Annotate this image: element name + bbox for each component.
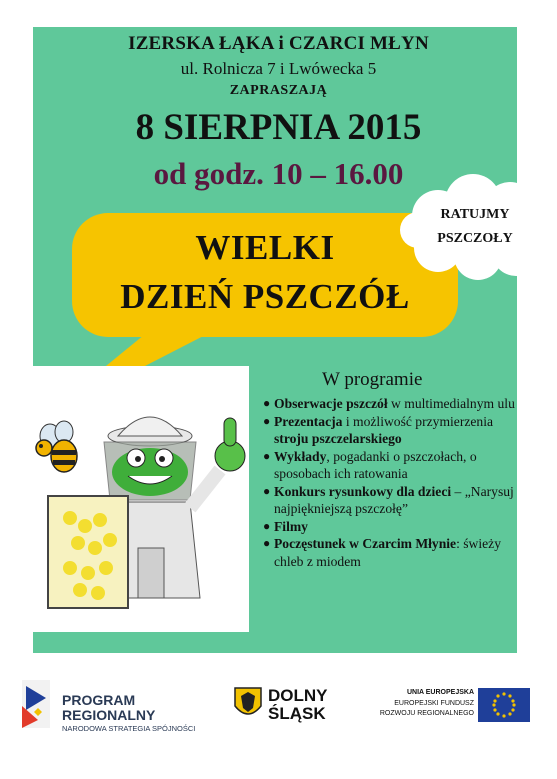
bullet-icon: ● — [263, 448, 271, 463]
list-item: ● Poczęstunek w Czarcim Młynie: świeży chleb z miodem — [263, 536, 502, 569]
frog-beekeeper-icon — [40, 398, 260, 628]
list-item: ● Wykłady, pogadanki o pszczołach, o sposobach ich ratowania — [263, 448, 477, 481]
list-item: ● Filmy — [263, 518, 308, 534]
list-item: ● Prezentacja i możliwość przymierzenia stroju pszczelarskiego — [263, 413, 494, 446]
program-regionalny-logo — [16, 676, 56, 732]
program-heading: W programie — [322, 369, 423, 390]
cloud-line-2: PSZCZOŁY — [437, 231, 513, 246]
program-list — [263, 395, 518, 570]
program-regionalny-line-3: NARODOWA STRATEGIA SPÓJNOŚCI — [62, 724, 196, 733]
dolny-slask-line-1: DOLNY — [268, 686, 328, 705]
list-item: ● Obserwacje pszczół w multimedialnym ulu — [263, 396, 515, 411]
title-line-1: WIELKI — [195, 228, 335, 267]
title-line-2: DZIEŃ PSZCZÓŁ — [120, 277, 410, 316]
bullet-icon: ● — [263, 518, 271, 533]
dolny-slask-eagle-logo — [233, 686, 263, 722]
organizers: IZERSKA ŁĄKA i CZARCI MŁYN — [128, 33, 429, 54]
event-hours: od godz. 10 – 16.00 — [153, 156, 404, 191]
eu-flag-icon — [478, 688, 530, 722]
ue-line-3: ROZWOJU REGIONALNEGO — [379, 710, 474, 717]
ue-line-2: EUROPEJSKI FUNDUSZ — [394, 700, 474, 707]
dolny-slask-line-2: ŚLĄSK — [268, 704, 326, 723]
list-item: ● Konkurs rysunkowy dla dzieci – „Narysuj najpiękniejszą pszczołę” — [263, 483, 514, 516]
bullet-icon: ● — [263, 536, 271, 550]
cloud-shape — [398, 168, 557, 283]
bullet-icon: ● — [263, 483, 271, 498]
invite-text: ZAPRASZAJĄ — [229, 83, 328, 98]
event-date: 8 SIERPNIA 2015 — [135, 107, 422, 148]
address: ul. Rolnicza 7 i Lwówecka 5 — [180, 59, 377, 78]
program-regionalny-line-2: REGIONALNY — [62, 707, 156, 723]
ue-line-1: UNIA EUROPEJSKA — [406, 689, 474, 696]
program-regionalny-line-1: PROGRAM — [62, 692, 136, 708]
cloud-line-1: RATUJMY — [440, 207, 510, 222]
bullet-icon: ● — [263, 396, 271, 410]
bullet-icon: ● — [263, 413, 271, 428]
